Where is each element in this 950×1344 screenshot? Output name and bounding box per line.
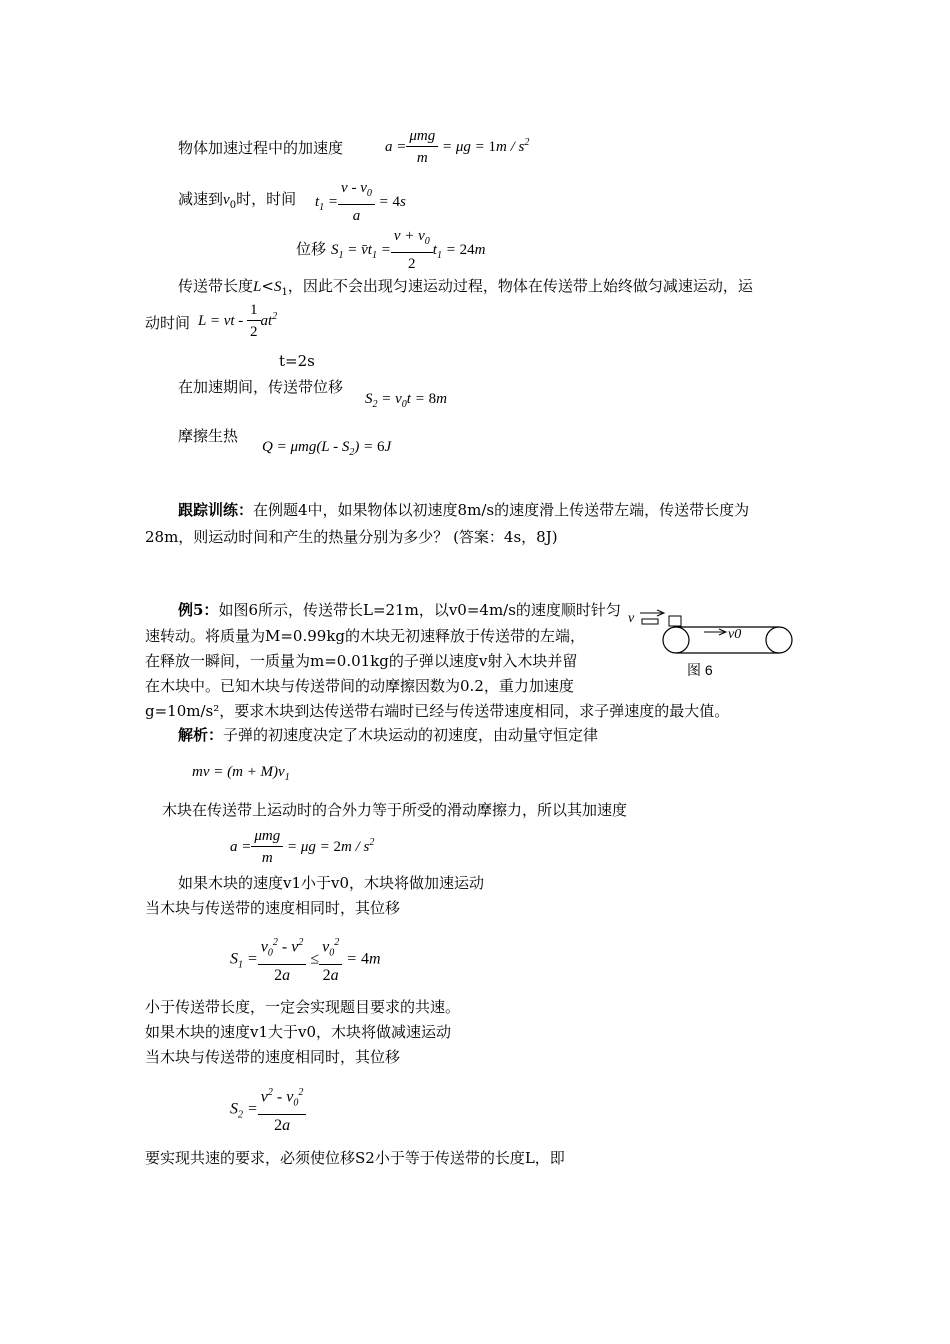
motion-time-formula: L = vt - $\frac{1}{2}$ $at^2$ xyxy=(198,302,278,340)
motion-time-text: 动时间 xyxy=(145,314,191,332)
wood-block xyxy=(669,616,681,626)
belt-velocity-label: v0 xyxy=(728,627,742,642)
ex5-line3: 在释放一瞬间，一质量为m=0.01kg的子弹以速度v射入木块并留 xyxy=(145,652,578,670)
left-roller xyxy=(663,627,689,653)
belt-length-text-b: ，因此不会出现匀速运动过程，物体在传送带上始终做匀减速运动，运 xyxy=(287,277,753,295)
follow-text1: 在例题4中，如果物体以初速度8m/s的速度滑上传送带左端，传送带长度为 xyxy=(253,501,750,519)
case1-line: 如果木块的速度v1小于v0，木块将做加速运动 xyxy=(178,874,485,892)
solution-label: 解析： xyxy=(178,726,224,744)
heat-text: 摩擦生热 xyxy=(178,427,239,445)
decel-time-line: 减速到$v_0$时，时间 xyxy=(178,190,297,211)
s1-line xyxy=(296,239,326,259)
follow-line1 xyxy=(178,500,749,520)
t-result: t=2s xyxy=(279,352,315,370)
heat-line xyxy=(178,426,238,446)
right-roller xyxy=(766,627,792,653)
figure-caption: 图 6 xyxy=(687,662,713,678)
s2-block-formula: $S_2$ = $\frac{v^2 - v_0^2}{2a}$ xyxy=(230,1083,306,1137)
belt-length-text-a: 传送带长度 xyxy=(178,277,254,295)
block-accel-formula: a = $\frac{\text{μmg}}{m}$ = $\mu g = 2m / s^2$ xyxy=(230,828,375,866)
momentum-formula: mv = $(m + M)v_1$ xyxy=(192,764,290,783)
bullet-shape xyxy=(642,619,658,624)
accel-text: 物体加速过程中的加速度 xyxy=(178,139,344,157)
solution-line xyxy=(178,725,598,745)
belt-length-line: 传送带长度$L<S_1$，因此不会出现匀速运动过程，物体在传送带上始终做匀减速运动，运 xyxy=(178,277,753,298)
case1-disp-line: 当木块与传送带的速度相同时，其位移 xyxy=(145,899,401,917)
ex5-line4: 在木块中。已知木块与传送带间的动摩擦因数为0.2，重力加速度 xyxy=(145,677,574,695)
ex5-line2: 速转动。将质量为M=0.99kg的木块无初速释放于传送带的左端， xyxy=(145,627,586,645)
ex5-text1: 如图6所示，传送带长L=21m，以v0=4m/s的速度顺时针匀 xyxy=(218,601,621,619)
ex5-label: 例5： xyxy=(178,601,219,619)
decel-text-b: 时，时间 xyxy=(236,190,297,208)
requirement-line: 要实现共速的要求，必须使位移S2小于等于传送带的长度L，即 xyxy=(145,1149,565,1167)
case1-conclusion: 小于传送带长度，一定会实现题目要求的共速。 xyxy=(145,998,461,1016)
s1-formula: $S_1$ = $v̄t_1$ = $\frac{v + v_0}{2}$ $t_1 = 24m$ xyxy=(331,228,486,272)
follow-label: 跟踪训练： xyxy=(178,501,254,519)
bullet-velocity-label: v xyxy=(628,611,635,626)
s1-text: 位移 xyxy=(296,240,327,258)
t1-formula: $t_1$ = $\frac{v - v_0}{a}$ = 4s xyxy=(315,180,406,224)
accel-formula: a = $\frac{\text{μmg}}{m}$ = $\mu g = 1m / s^2$ xyxy=(385,128,530,166)
decel-text-a: 减速到 xyxy=(178,190,224,208)
s2-belt-formula: $S_2 = v_0t = 8m$ xyxy=(365,391,447,410)
follow-line2: 28m，则运动时间和产生的热量分别为多少？ (答案：4s，8J) xyxy=(145,528,558,546)
friction-line: 木块在传送带上运动时的合外力等于所受的滑动摩擦力，所以其加速度 xyxy=(162,801,628,819)
ex5-line1 xyxy=(178,600,621,620)
case2-disp-line: 当木块与传送带的速度相同时，其位移 xyxy=(145,1048,401,1066)
belt-disp-line xyxy=(178,377,343,397)
accel-line xyxy=(178,138,343,158)
belt-disp-text: 在加速期间，传送带位移 xyxy=(178,378,344,396)
heat-formula: $Q = \mu mg(L - S_2) = 6J$ xyxy=(262,439,392,458)
s1-block-formula: $S_1$ = $\frac{v_0^2 - v^2}{2a}$ ≤ $\frac{v_0^2}{2a}$ = 4m xyxy=(230,933,381,987)
motion-time-line xyxy=(145,313,190,333)
case2-line: 如果木块的速度v1大于v0，木块将做减速运动 xyxy=(145,1023,452,1041)
ex5-line5: g=10m/s²，要求木块到达传送带右端时已经与传送带速度相同，求子弹速度的最大值。 xyxy=(145,702,730,720)
solution-text: 子弹的初速度决定了木块运动的初速度，由动量守恒定律 xyxy=(223,726,599,744)
figure-6-diagram xyxy=(622,604,802,682)
